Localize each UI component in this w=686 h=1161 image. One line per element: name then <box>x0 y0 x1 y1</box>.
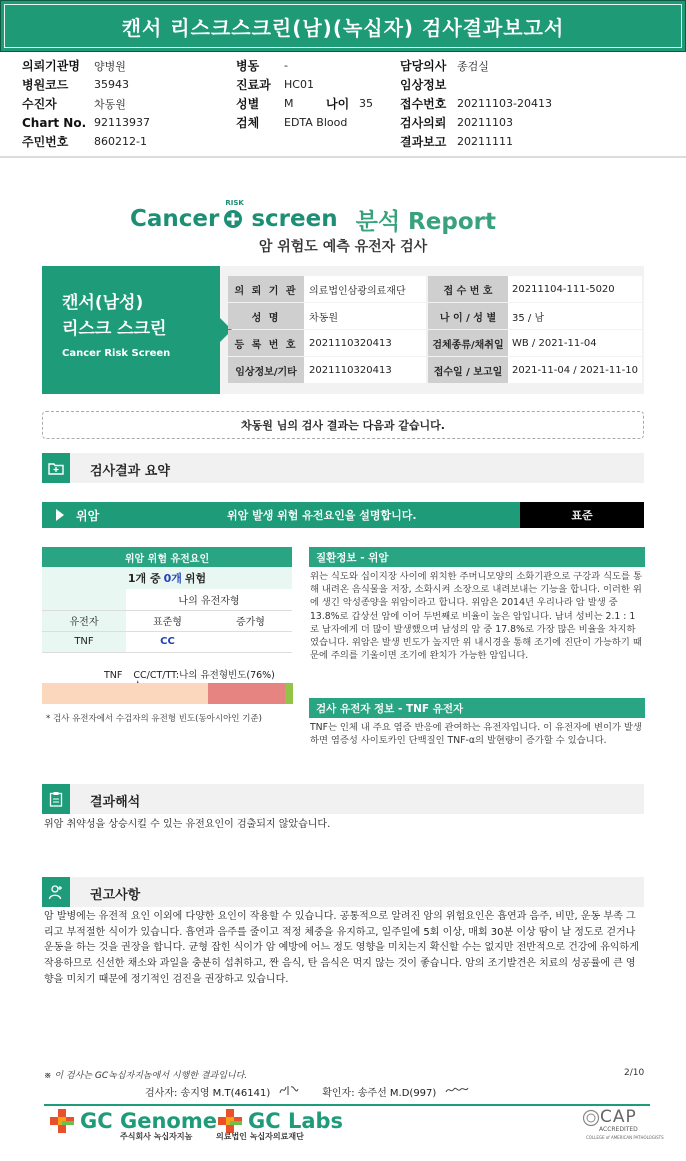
card-label: 접 수 번 호 <box>428 276 508 302</box>
report-title: 캔서 리스크스크린(남)(녹십자) 검사결과보고서 <box>121 15 565 40</box>
gene-col-header: 유전자 <box>42 610 126 631</box>
cap-college: COLLEGE of AMERICAN PATHOLOGISTS <box>586 1135 664 1140</box>
gene-info-header: 검사 유전자 정보 - TNF 유전자 <box>309 698 645 718</box>
disease-bar <box>42 502 644 528</box>
examinee-label: 수진자 <box>22 97 57 111</box>
card-label: 접수일 / 보고일 <box>428 357 508 383</box>
department-value: HC01 <box>284 78 314 91</box>
card-label: 검체종류/채취일 <box>428 330 508 356</box>
genotype-standard: CC <box>126 631 209 652</box>
section-interpretation-header <box>42 784 644 814</box>
resident-no-value: 860212-1 <box>94 135 147 148</box>
risk-factor-count <box>42 567 292 589</box>
age-label: 나이 <box>326 97 350 111</box>
card-label: 임상정보/기타 <box>228 357 304 383</box>
patient-info-col1 <box>22 56 150 151</box>
hospital-code-label: 병원코드 <box>22 78 69 92</box>
confirmer: 확인자: 송주선 M.D(997) <box>322 1087 437 1099</box>
footer-divider <box>44 1104 650 1106</box>
logo-report-text: 분석 Report <box>355 208 496 235</box>
cap-accredited: ACCREDITED <box>599 1126 638 1133</box>
frequency-text: :나의 유전형빈도(76%) <box>175 670 275 681</box>
card-info-row <box>228 330 642 356</box>
logo-risk-text: RISK <box>225 199 244 207</box>
card-value: WB / 2021-11-04 <box>508 330 642 356</box>
card-value: 2021110320413 <box>304 330 426 356</box>
disease-info-header: 질환정보 - 위암 <box>309 547 645 567</box>
sex-label: 성별 <box>236 97 260 111</box>
advice-text: 암 발병에는 유전적 요인 이외에 다양한 요인이 작용할 수 있습니다. 공통적으로 알려진 암의 위험요인은 흡연과 음주, 비만, 운동 부족 그리고 부적절한 식이가 있습니다. 흡연과 음주를 줄이고 적정 체중을 유지하고, 일주일에 5회 이상, 매회 30분 이상 땀이 날 정도로 걷거나 운동을 하는 것을 권장을 합니다. 균형 잡힌 식이가 암 예방에 어느 정도 영향을 미치는지 확신할 수는 없지만 전반적으로 건강에 유익하게 작용하므로 신선한 채소와 과일을 충분히 섭취하고, 짠 음식, 탄 음식은 먹지 않는 것이 좋습니다. 암의 조기발견은 치료의 성공률에 큰 영향을 미치기 때문에 정기적인 검진을 권장하고 있습니다. <box>44 911 639 985</box>
ward-label: 병동 <box>236 59 260 73</box>
card-value: 차동원 <box>304 303 426 329</box>
specimen-label: 검체 <box>236 116 260 130</box>
card-title-line1: 캔서(남성) <box>62 293 144 313</box>
card-value: 의료법인삼광의료재단 <box>304 276 426 302</box>
report-title-bar <box>0 0 686 52</box>
card-info-row <box>228 357 642 383</box>
request-date-value: 20211103 <box>457 116 513 129</box>
brand-gc-labs-sub: 의료법인 녹십자의료재단 <box>216 1132 304 1141</box>
frequency-segment-cc <box>42 683 208 704</box>
card-title-line2: 리스크 스크린 <box>62 319 167 339</box>
hospital-code-value: 35943 <box>94 78 129 91</box>
card-value: 35 / 남 <box>508 303 642 329</box>
clipboard-icon <box>42 784 70 814</box>
footer-note: ※ 이 검사는 GC녹십자지놈에서 시행한 결과입니다. <box>44 1071 248 1081</box>
card-value: 2021-11-04 / 2021-11-10 <box>508 357 642 383</box>
examinee-value: 차동원 <box>94 97 126 111</box>
frequency-genotypes: CC/CT/TT <box>133 670 176 681</box>
confirmer-signature <box>444 1084 470 1098</box>
report-date-label: 결과보고 <box>400 135 447 149</box>
frequency-label <box>104 667 275 681</box>
frequency-gene: TNF <box>104 670 123 681</box>
risk-factor-panel <box>42 547 292 653</box>
logo-screen-text: screen <box>251 206 338 232</box>
standard-col-header: 표준형 <box>126 610 209 631</box>
disease-name: 위암 <box>76 508 100 523</box>
gc-cross-icon <box>48 1107 76 1135</box>
card-value: 20211104-111-5020 <box>508 276 642 302</box>
card-title-box <box>42 266 220 394</box>
card-label: 성 명 <box>228 303 304 329</box>
page-number: 2/10 <box>624 1068 645 1078</box>
request-date-label: 검사의뢰 <box>400 116 447 130</box>
card-value: 2021110320413 <box>304 357 426 383</box>
doctor-value: 종검실 <box>457 59 489 73</box>
doctor-label: 담당의사 <box>400 59 447 73</box>
logo-cancer-text: Cancer <box>130 206 220 232</box>
card-info-grid <box>228 276 642 384</box>
ward-value: - <box>284 59 288 72</box>
receipt-no-label: 접수번호 <box>400 97 447 111</box>
summary-folder-icon <box>42 453 70 483</box>
section-interpretation-title: 결과해석 <box>90 795 141 810</box>
section-summary-header <box>42 453 644 483</box>
logo-cross-icon <box>222 199 244 230</box>
report-subtitle: 암 위험도 예측 유전자 검사 <box>258 239 428 255</box>
risk-count-suffix: 위험 <box>184 572 207 585</box>
header-divider <box>0 156 686 158</box>
genotype-table <box>42 589 292 653</box>
result-intro: 차동원 님의 검사 결과는 다음과 같습니다. <box>42 411 644 439</box>
tester-signature <box>278 1083 300 1099</box>
disease-description: 위암 발생 위험 유전요인을 설명합니다. <box>227 509 417 522</box>
cancer-screen-logo <box>130 200 570 238</box>
receipt-no-value: 20211103-20413 <box>457 97 552 110</box>
age-value: 35 <box>359 97 373 110</box>
gene-name: TNF <box>42 631 126 652</box>
frequency-bar <box>42 683 293 704</box>
gc-genome-logo <box>48 1107 217 1141</box>
section-advice-title: 권고사항 <box>90 888 141 903</box>
card-info-row <box>228 276 642 302</box>
section-advice-header <box>42 877 644 907</box>
frequency-segment-ct <box>208 683 286 704</box>
frequency-segment-tt <box>285 683 293 704</box>
table-row <box>42 610 292 631</box>
summary-card <box>42 266 644 394</box>
disease-bar-green <box>42 502 520 528</box>
chart-no-value: 92113937 <box>94 116 150 129</box>
table-row <box>42 589 292 610</box>
risk-count-prefix: 1개 중 <box>127 572 161 585</box>
brand-gc-labs: GC Labs <box>248 1109 344 1133</box>
card-label: 등 록 번 호 <box>228 330 304 356</box>
play-arrow-icon <box>56 509 64 521</box>
patient-info-col3 <box>400 56 552 151</box>
genotype-increase <box>209 631 292 652</box>
department-label: 진료과 <box>236 78 271 92</box>
doctor-icon <box>42 877 70 907</box>
card-label: 나 이 / 성 별 <box>428 303 508 329</box>
card-info-row <box>228 303 642 329</box>
chart-no-label: Chart No. <box>22 115 87 130</box>
risk-factor-header: 위암 위험 유전요인 <box>42 547 292 567</box>
cap-accredited-logo <box>582 1107 664 1145</box>
cap-seal-icon <box>582 1109 600 1127</box>
report-date-value: 20211111 <box>457 135 513 148</box>
tester: 검사자: 송지영 M.T(46141) <box>145 1087 271 1099</box>
brand-gc-genome-sub: 주식회사 녹십자지놈 <box>120 1132 193 1141</box>
risk-level-badge: 표준 <box>520 502 644 528</box>
my-genotype-header: 나의 유전자형 <box>126 589 292 610</box>
risk-count-highlight: 0개 <box>163 572 182 585</box>
card-label: 의 뢰 기 관 <box>228 276 304 302</box>
patient-info-col2 <box>236 56 373 132</box>
hospital-name-value: 양병원 <box>94 59 126 73</box>
cap-text: CAP <box>600 1107 637 1127</box>
signers <box>145 1083 470 1099</box>
increase-col-header: 증가형 <box>209 610 292 631</box>
specimen-value: EDTA Blood <box>284 116 348 129</box>
hospital-name-label: 의뢰기관명 <box>22 59 80 73</box>
resident-no-label: 주민번호 <box>22 135 69 149</box>
gc-labs-logo <box>216 1107 344 1141</box>
report-title-frame <box>4 4 682 48</box>
patient-info <box>22 56 682 152</box>
frequency-footnote: * 검사 유전자에서 수검자의 유전형 빈도(동아시아인 기준) <box>46 714 262 724</box>
disease-info-text: 위는 식도와 십이지장 사이에 위치한 주머니모양의 소화기관으로 구강과 식도를 통해 내려온 음식물을 저장, 소화시켜 소장으로 내려보내는 기능을 합니다. 이러한 위에 생긴 악성종양을 위암이라고 합니다. 위암은 2014년 우리나라 암 발생 중 13.8%로 갑상선 암에 이어 두번째로 비율이 높은 암입니다. 남녀 성비는 2.1 : 1로 남자에게 더 많이 발생했으며 남성의 암 중 17.8%로 가장 많은 비율을 차지하였습니다. 위암은 발생 빈도가 높지만 위 내시경을 통해 조기에 진단이 가능하기 때문에 주의를 기울이면 조기에 완치가 가능한 암입니다. <box>310 571 642 662</box>
table-row <box>42 631 292 652</box>
gene-info-text: TNF는 인체 내 주요 염증 반응에 관여하는 유전자입니다. 이 유전자에 변이가 발생하면 염증성 사이토카인 단백질인 TNF-α의 발현량이 증가할 수 있습니다. <box>310 722 642 747</box>
clinical-info-label: 임상정보 <box>400 78 447 92</box>
section-summary-title: 검사결과 요약 <box>90 464 170 479</box>
sex-value: M <box>284 97 294 110</box>
card-title-en: Cancer Risk Screen <box>62 348 171 359</box>
interpretation-text: 위암 취약성을 상승시킬 수 있는 유전요인이 검출되지 않았습니다. <box>44 819 331 830</box>
brand-gc-genome: GC Genome <box>80 1109 217 1133</box>
